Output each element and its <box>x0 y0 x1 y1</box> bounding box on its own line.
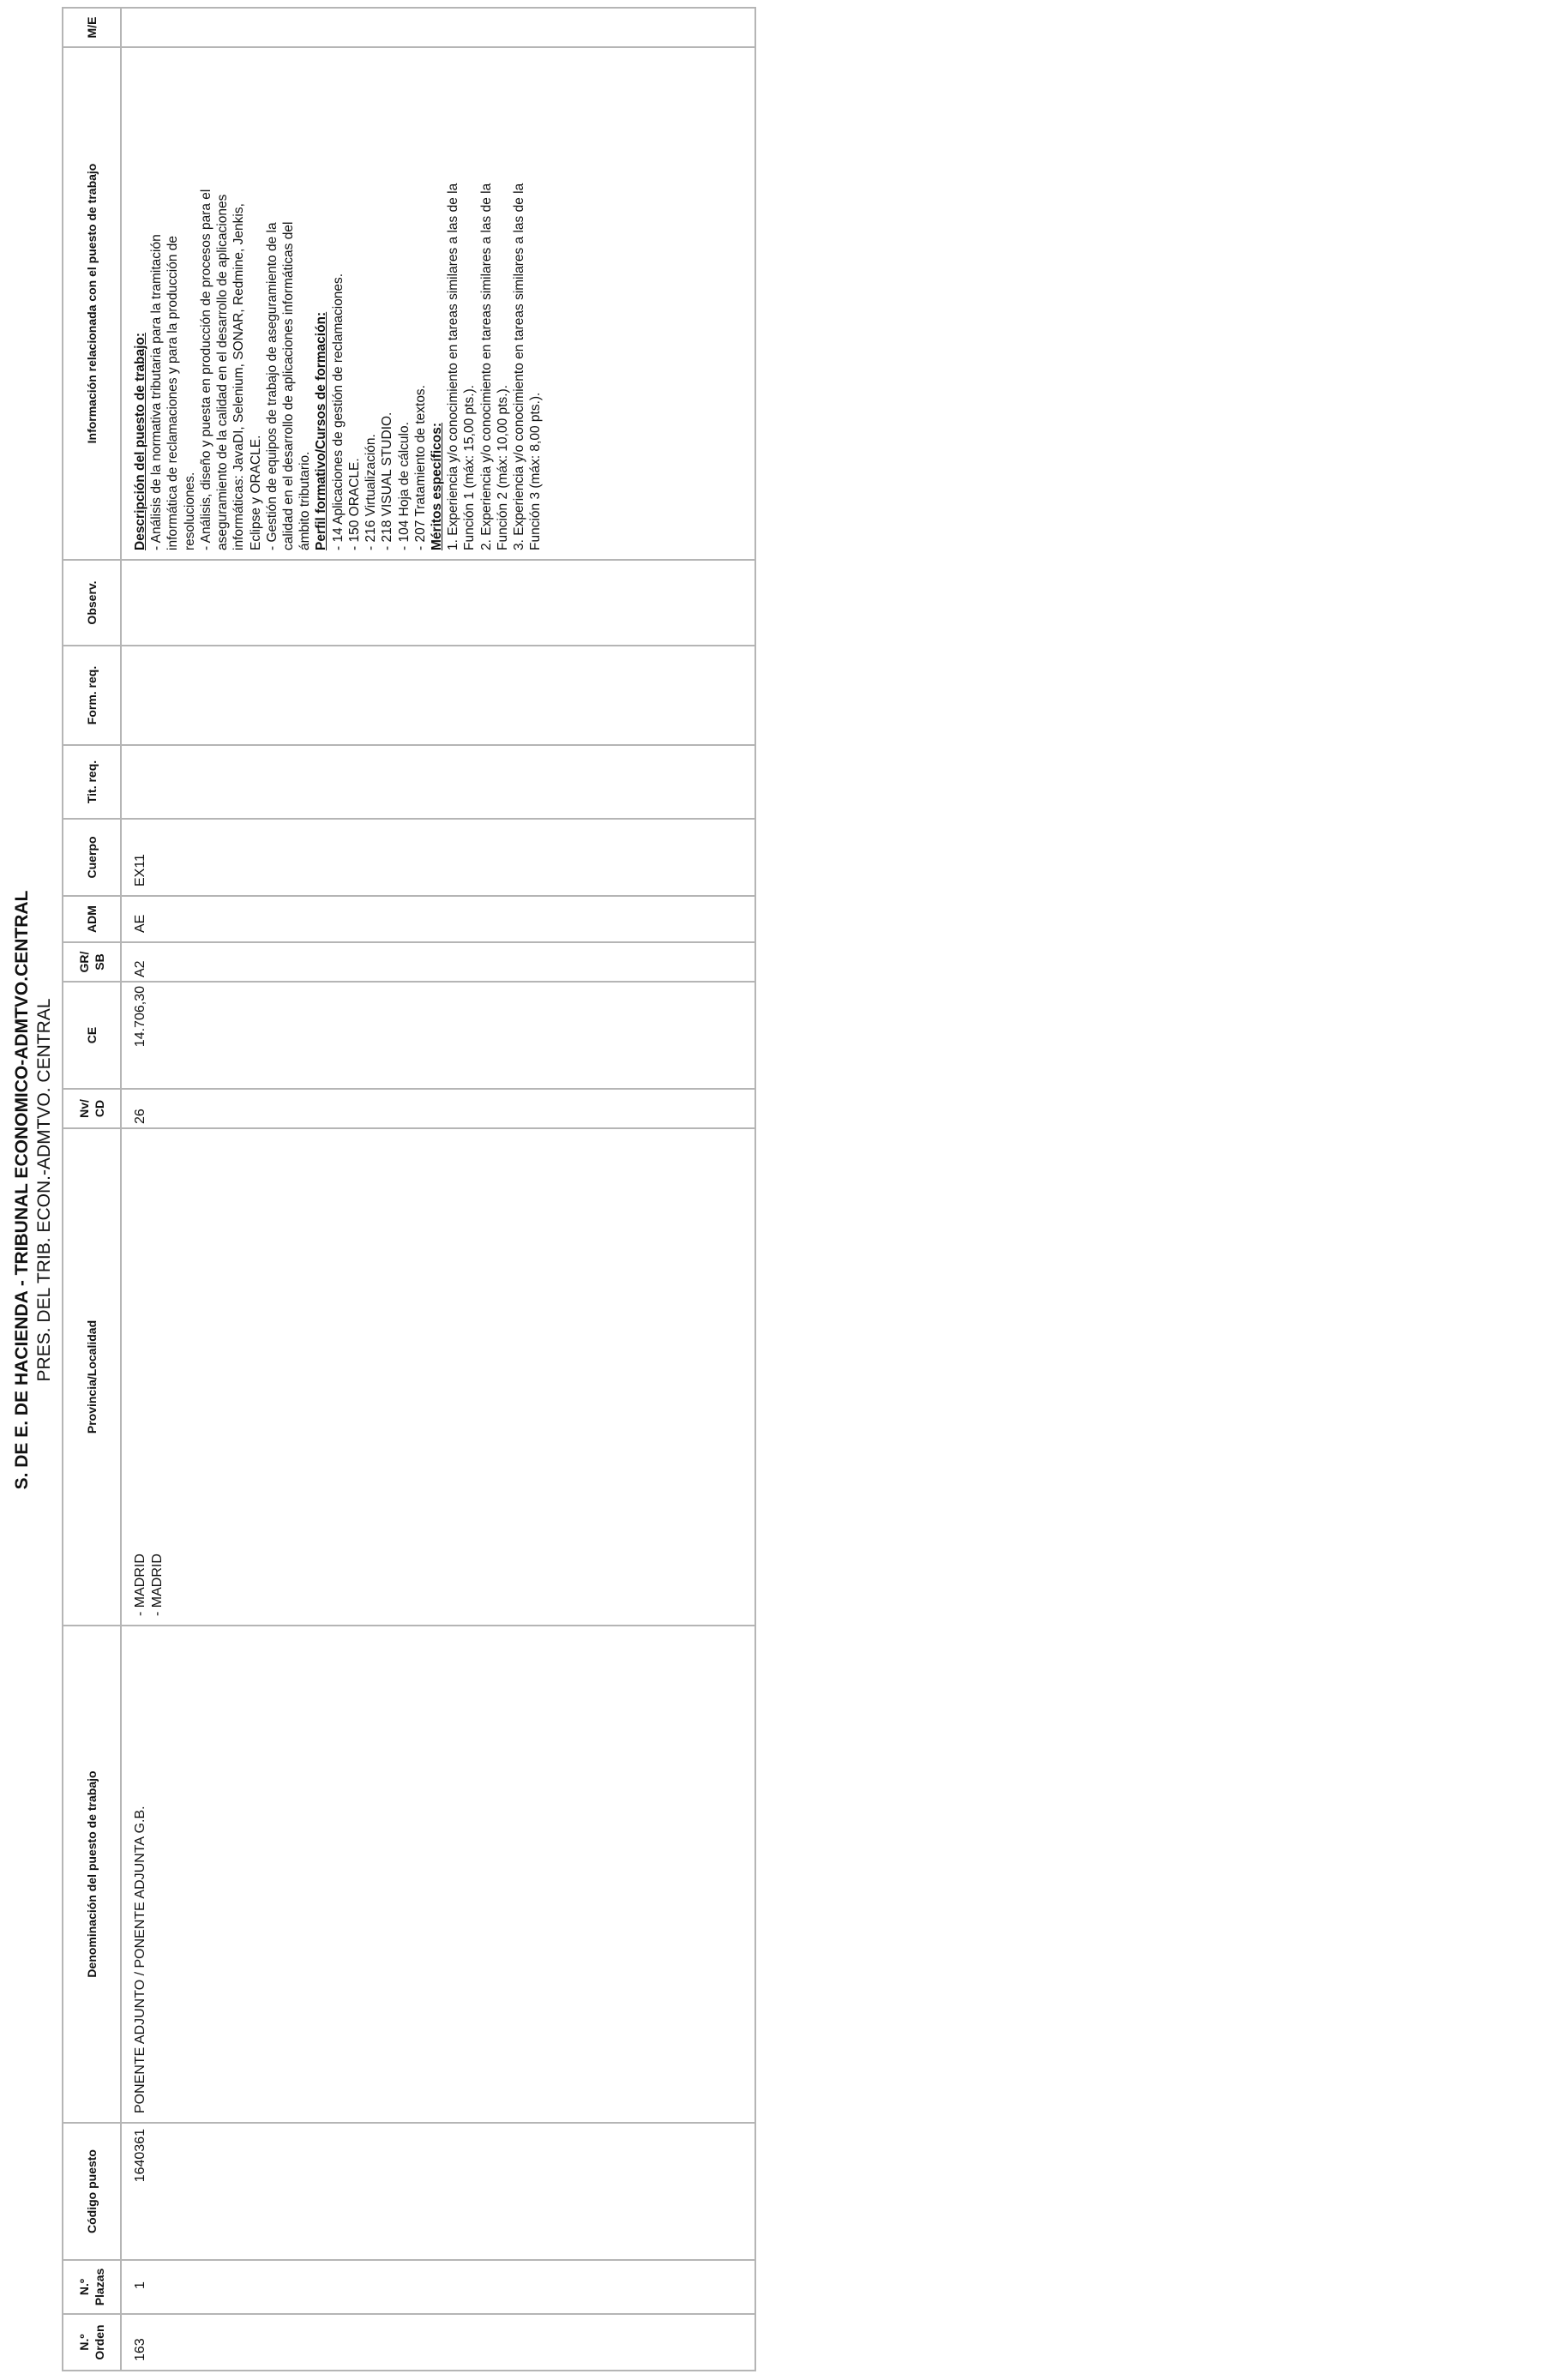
col-ce: CE <box>63 982 121 1089</box>
desc-line: - Análisis de la normativa tributaria para la tramitación <box>149 234 165 550</box>
curso-line: - 218 VISUAL STUDIO. <box>380 412 395 550</box>
desc-line: informáticas: JavaDI, Selenium, SONAR, Redmine, Jenkis, <box>231 203 247 550</box>
merito-line: 1. Experiencia y/o conocimiento en tareas similares a las de la <box>446 183 461 550</box>
cell-tit <box>121 745 755 819</box>
desc-line: informática de reclamaciones y para la producción de <box>165 235 181 550</box>
desc-line: aseguramiento de la calidad en el desarrollo de aplicaciones <box>215 194 231 550</box>
desc-line: - Gestión de equipos de trabajo de aseguramiento de la <box>264 222 280 550</box>
cell-ce: 14.706,30 <box>121 982 755 1089</box>
meritos-heading: Méritos específicos: <box>429 422 444 550</box>
curso-line: - 104 Hoja de cálculo. <box>396 422 412 550</box>
col-cd-label: CD <box>93 1099 106 1118</box>
col-gr-label: GR/ <box>76 951 91 973</box>
table-row <box>121 8 755 2371</box>
curso-line: - 150 ORACLE. <box>346 458 362 550</box>
desc-line: - Análisis, diseño y puesta en producción de procesos para el <box>198 189 213 550</box>
col-nv-label: Nv/ <box>76 1099 91 1118</box>
provincia-line-2: - MADRID <box>149 1554 165 1616</box>
cell-plazas: 1 <box>121 2260 755 2314</box>
cell-adm: AE <box>121 896 755 942</box>
desc-line: Eclipse y ORACLE. <box>248 435 263 550</box>
col-adm: ADM <box>63 896 121 942</box>
perfil-heading: Perfil formativo/Cursos de formación: <box>314 311 329 550</box>
desc-heading: Descripción del puesto de trabajo: <box>133 332 147 550</box>
col-orden: N.º Orden <box>63 2314 121 2371</box>
col-cuerpo: Cuerpo <box>63 819 121 896</box>
merito-line: 3. Experiencia y/o conocimiento en tareas similares a las de la <box>512 183 527 550</box>
merito-line: 2. Experiencia y/o conocimiento en tareas similares a las de la <box>478 183 494 550</box>
col-observ: Observ. <box>63 560 121 646</box>
positions-table <box>62 7 756 2371</box>
curso-line: - 14 Aplicaciones de gestión de reclamaciones. <box>330 273 346 550</box>
cell-me <box>121 8 755 47</box>
col-codigo: Código puesto <box>63 2123 121 2260</box>
merito-line: Función 3 (máx: 8,00 pts.). <box>528 392 544 550</box>
desc-line: resoluciones. <box>182 472 197 550</box>
col-provincia: Provincia/Localidad <box>63 1128 121 1626</box>
curso-line: - 216 Virtualización. <box>364 434 379 550</box>
cell-form <box>121 646 755 745</box>
merito-line: Función 2 (máx: 10,00 pts.). <box>495 385 510 550</box>
col-tit: Tit. req. <box>63 745 121 819</box>
cell-codigo: 1640361 <box>121 2123 755 2260</box>
desc-line: calidad en el desarrollo de aplicaciones informáticas del <box>280 221 296 550</box>
col-plazas: N.º Plazas <box>63 2260 121 2314</box>
col-gr-sb <box>63 942 121 982</box>
cell-denominacion: PONENTE ADJUNTO / PONENTE ADJUNTA G.B. <box>121 1626 755 2123</box>
cell-observ <box>121 560 755 646</box>
cell-gr: A2 <box>121 942 755 982</box>
col-form: Form. req. <box>63 646 121 745</box>
cell-nv: 26 <box>121 1089 755 1128</box>
desc-line: ámbito tributario. <box>298 451 313 550</box>
col-sb-label: SB <box>93 953 106 971</box>
col-denominacion: Denominación del puesto de trabajo <box>63 1626 121 2123</box>
document-title: S. DE E. DE HACIENDA - TRIBUNAL ECONOMICO-ADMTVO.CENTRAL <box>12 890 32 1490</box>
col-me: M/E <box>63 8 121 47</box>
col-nv-cd <box>63 1089 121 1128</box>
cell-provincia <box>121 1128 755 1626</box>
col-info: Información relacionada con el puesto de trabajo <box>63 47 121 560</box>
header-row <box>63 8 121 2371</box>
curso-line: - 207 Tratamiento de textos. <box>412 385 428 550</box>
provincia-line-1: - MADRID <box>133 1554 147 1616</box>
cell-cuerpo: EX11 <box>121 819 755 896</box>
cell-info <box>121 47 755 560</box>
merito-line: Función 1 (máx: 15,00 pts.). <box>462 385 478 550</box>
document-subtitle: PRES. DEL TRIB. ECON.-ADMTVO. CENTRAL <box>34 998 54 1382</box>
cell-orden: 163 <box>121 2314 755 2371</box>
